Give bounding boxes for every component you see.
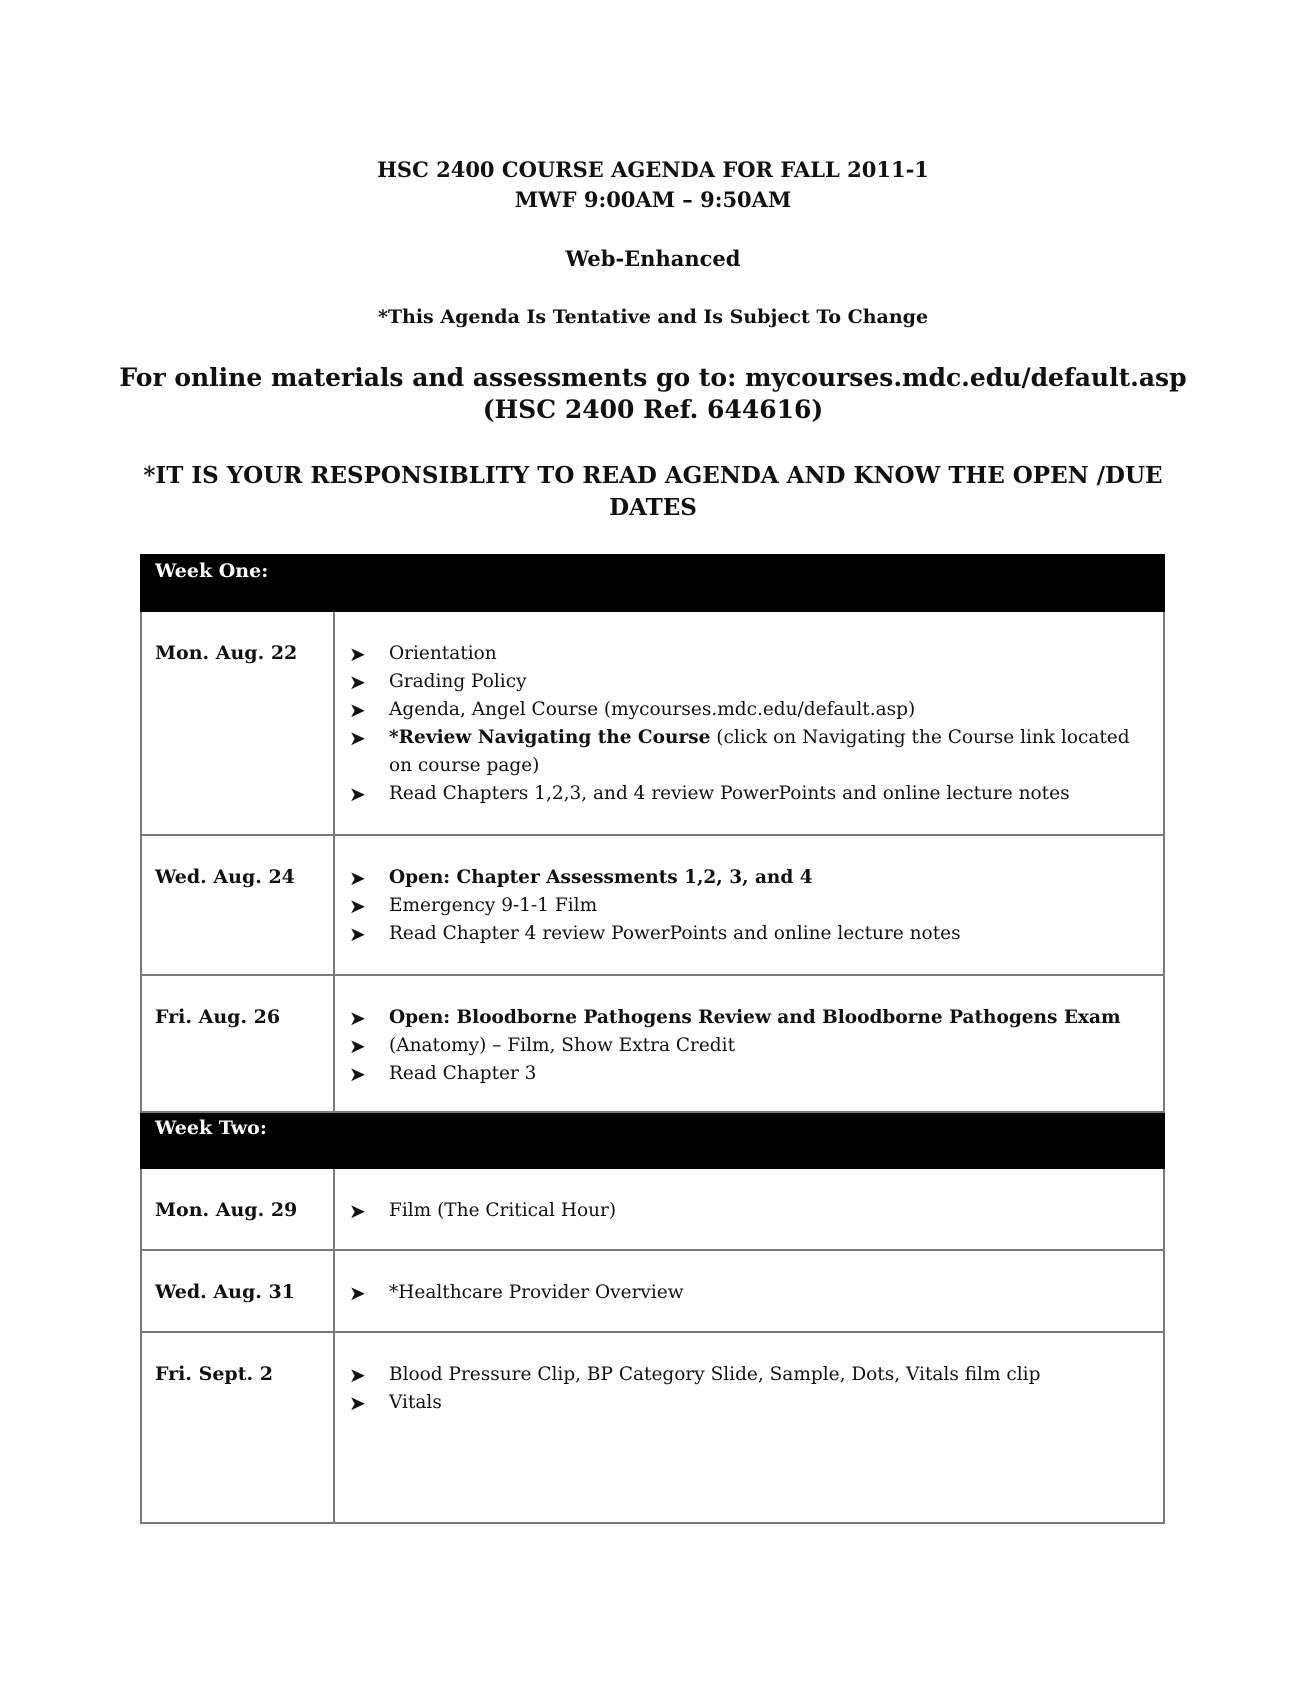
day-label: Fri. Sept. 2	[155, 1363, 273, 1385]
agenda-item: ➤ Emergency 9-1-1 Film	[349, 894, 598, 918]
agenda-item-list	[335, 1251, 1163, 1307]
agenda-item-list	[335, 1333, 1163, 1417]
agenda-item: ➤ Orientation	[349, 642, 497, 666]
day-cell	[141, 975, 334, 1112]
day-row	[141, 611, 1164, 835]
arrow-bullet-icon: ➤	[349, 782, 366, 806]
arrow-bullet-icon: ➤	[349, 698, 366, 722]
agenda-item: ➤ Blood Pressure Clip, BP Category Slide, Sample, Dots, Vitals film clip	[349, 1363, 1041, 1387]
arrow-bullet-icon: ➤	[349, 1391, 366, 1415]
day-row	[141, 835, 1164, 975]
online-course-ref: (HSC 2400 Ref. 644616)	[482, 395, 824, 424]
week-header-filler	[334, 1112, 1164, 1168]
week-label: Week Two:	[155, 1117, 267, 1139]
online-materials-line: For online materials and assessments go to: mycourses.mdc.edu/default.asp	[119, 363, 1187, 392]
arrow-bullet-icon: ➤	[349, 726, 366, 750]
day-label: Wed. Aug. 24	[155, 866, 295, 888]
day-cell	[141, 1168, 334, 1250]
agenda-items-cell	[334, 1250, 1164, 1332]
arrow-bullet-icon: ➤	[349, 642, 366, 666]
agenda-item-list	[335, 976, 1163, 1088]
responsibility-note	[0, 460, 1306, 524]
day-label: Wed. Aug. 31	[155, 1281, 295, 1303]
agenda-item: ➤ Vitals	[349, 1391, 442, 1415]
arrow-bullet-icon: ➤	[349, 1062, 366, 1086]
day-cell	[141, 1332, 334, 1523]
agenda-item: ➤ Open: Bloodborne Pathogens Review and Bloodborne Pathogens Exam	[349, 1006, 1121, 1030]
day-row	[141, 975, 1164, 1112]
day-label: Fri. Aug. 26	[155, 1006, 281, 1028]
class-schedule: MWF 9:00AM – 9:50AM	[514, 187, 792, 212]
tentative-note: *This Agenda Is Tentative and Is Subject To Change	[377, 306, 929, 328]
arrow-bullet-icon: ➤	[349, 1363, 366, 1387]
agenda-item: ➤ Grading Policy	[349, 670, 527, 694]
day-label: Mon. Aug. 29	[155, 1199, 298, 1221]
agenda-item: ➤ Read Chapter 4 review PowerPoints and online lecture notes	[349, 922, 961, 946]
week-label-cell	[141, 555, 334, 611]
day-cell	[141, 1250, 334, 1332]
online-materials-note	[0, 362, 1306, 426]
arrow-bullet-icon: ➤	[349, 894, 366, 918]
responsibility-line-1: *IT IS YOUR RESPONSIBLITY TO READ AGENDA AND KNOW THE OPEN /DUE	[143, 462, 1163, 489]
day-cell	[141, 611, 334, 835]
agenda-item: ➤ Agenda, Angel Course (mycourses.mdc.edu/default.asp)	[349, 698, 916, 722]
agenda-items-cell	[334, 835, 1164, 975]
arrow-bullet-icon: ➤	[349, 670, 366, 694]
agenda-item: ➤ Film (The Critical Hour)	[349, 1199, 617, 1223]
day-row	[141, 1168, 1164, 1250]
agenda-item-list	[335, 1169, 1163, 1225]
agenda-item: ➤ *Healthcare Provider Overview	[349, 1281, 684, 1305]
agenda-item-list	[335, 612, 1163, 808]
course-title: HSC 2400 COURSE AGENDA FOR FALL 2011-1	[377, 157, 929, 182]
week-header-row	[141, 1112, 1164, 1168]
arrow-bullet-icon: ➤	[349, 1034, 366, 1058]
agenda-items-cell	[334, 1332, 1164, 1523]
course-title-block	[0, 155, 1306, 215]
arrow-bullet-icon: ➤	[349, 1281, 366, 1305]
agenda-item: ➤ *Review Navigating the Course (click on Navigating the Course link located on course page)	[349, 726, 1130, 776]
arrow-bullet-icon: ➤	[349, 1006, 366, 1030]
week-label: Week One:	[155, 560, 269, 582]
day-row	[141, 1250, 1164, 1332]
week-header-filler	[334, 555, 1164, 611]
arrow-bullet-icon: ➤	[349, 922, 366, 946]
week-label-cell	[141, 1112, 334, 1168]
day-cell	[141, 835, 334, 975]
agenda-table	[140, 554, 1165, 1524]
agenda-items-cell	[334, 611, 1164, 835]
agenda-items-cell	[334, 1168, 1164, 1250]
agenda-items-cell	[334, 975, 1164, 1112]
arrow-bullet-icon: ➤	[349, 866, 366, 890]
agenda-item: ➤ Open: Chapter Assessments 1,2, 3, and 4	[349, 866, 813, 890]
arrow-bullet-icon: ➤	[349, 1199, 366, 1223]
day-row	[141, 1332, 1164, 1523]
agenda-item-list	[335, 836, 1163, 948]
course-format: Web-Enhanced	[565, 246, 741, 271]
day-label: Mon. Aug. 22	[155, 642, 298, 664]
agenda-item: ➤ (Anatomy) – Film, Show Extra Credit	[349, 1034, 735, 1058]
week-header-row	[141, 555, 1164, 611]
agenda-item: ➤ Read Chapters 1,2,3, and 4 review PowerPoints and online lecture notes	[349, 782, 1070, 806]
agenda-item: ➤ Read Chapter 3	[349, 1062, 537, 1086]
responsibility-line-2: DATES	[609, 494, 697, 521]
